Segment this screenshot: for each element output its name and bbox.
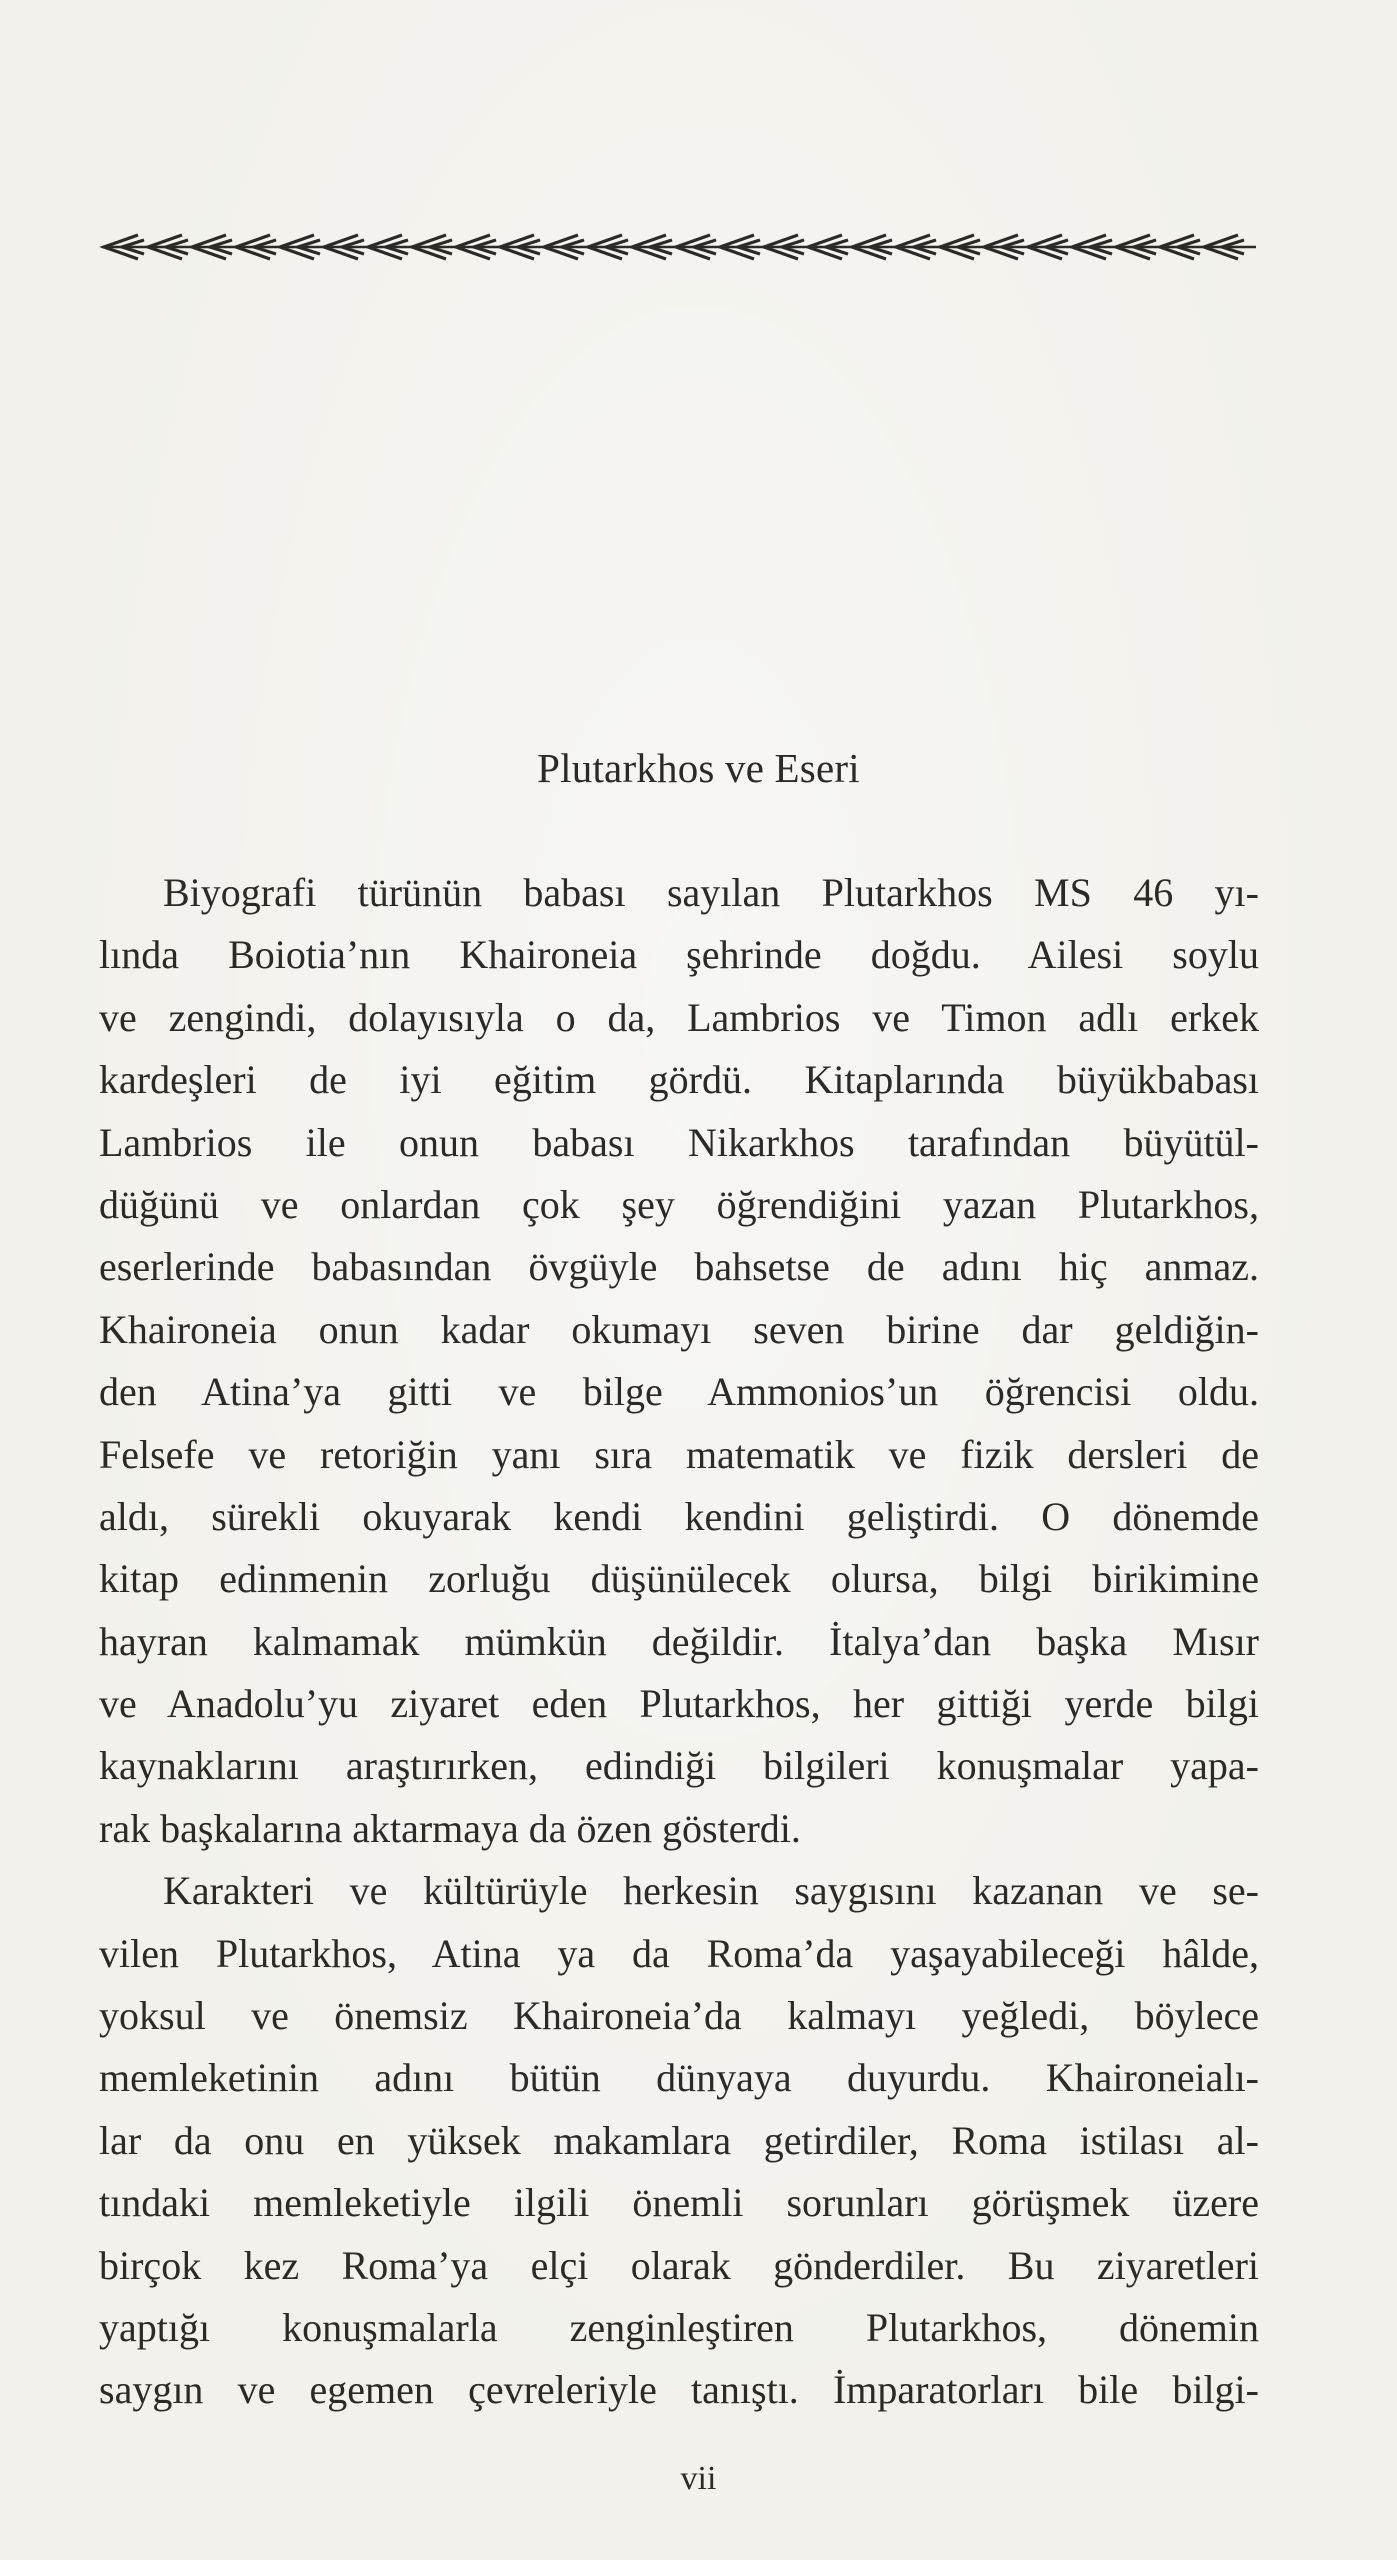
text-line: saygın ve egemen çevreleriyle tanıştı. İmparatorları bile bilgi- bbox=[99, 2367, 1259, 2413]
text-line: eserlerinde babasından övgüyle bahsetse de adını hiç anmaz. bbox=[99, 1244, 1259, 1290]
text-line: kardeşleri de iyi eğitim gördü. Kitaplarında büyükbabası bbox=[99, 1057, 1259, 1103]
text-line: Felsefe ve retoriğin yanı sıra matematik ve fizik dersleri de bbox=[99, 1431, 1259, 1477]
text-line: hayran kalmamak mümkün değildir. İtalya’dan başka Mısır bbox=[99, 1618, 1259, 1664]
text-line: lında Boiotia’nın Khaironeia şehrinde doğdu. Ailesi soylu bbox=[99, 932, 1259, 978]
text-line: lar da onu en yüksek makamlara getirdiler, Roma istilası al- bbox=[99, 2117, 1259, 2163]
text-line: den Atina’ya gitti ve bilge Ammonios’un öğrencisi oldu. bbox=[99, 1369, 1259, 1415]
text-line: vilen Plutarkhos, Atina ya da Roma’da yaşayabileceği hâlde, bbox=[99, 1930, 1259, 1976]
text-line: yaptığı konuşmalarla zenginleştiren Plutarkhos, dönemin bbox=[99, 2304, 1259, 2350]
text-line: yoksul ve önemsiz Khaironeia’da kalmayı yeğledi, böylece bbox=[99, 1993, 1259, 2039]
text-line: Lambrios ile onun babası Nikarkhos tarafından büyütül- bbox=[99, 1119, 1259, 1165]
text-line: memleketinin adını bütün dünyaya duyurdu. Khaironeialı- bbox=[99, 2055, 1259, 2101]
page-number: vii bbox=[680, 2460, 717, 2497]
text-line: aldı, sürekli okuyarak kendi kendini geliştirdi. O dönemde bbox=[99, 1493, 1259, 1539]
text-line: Karakteri ve kültürüyle herkesin saygısını kazanan ve se- bbox=[163, 1868, 1259, 1914]
text-line: kitap edinmenin zorluğu düşünülecek olursa, bilgi birikimine bbox=[99, 1556, 1259, 1602]
chapter-title: Plutarkhos ve Eseri bbox=[537, 745, 860, 791]
text-line: birçok kez Roma’ya elçi olarak gönderdiler. Bu ziyaretleri bbox=[99, 2242, 1259, 2288]
text-line: rak başkalarına aktarmaya da özen gösterdi. bbox=[99, 1805, 801, 1851]
text-line: düğünü ve onlardan çok şey öğrendiğini yazan Plutarkhos, bbox=[99, 1181, 1259, 1227]
body-text bbox=[99, 862, 1259, 2422]
text-line: kaynaklarını araştırırken, edindiği bilgileri konuşmalar yapa- bbox=[99, 1743, 1259, 1789]
text-line: ve zengindi, dolayısıyla o da, Lambrios ve Timon adlı erkek bbox=[99, 994, 1259, 1040]
text-line: Biyografi türünün babası sayılan Plutarkhos MS 46 yı- bbox=[163, 870, 1259, 915]
text-line: Khaironeia onun kadar okumayı seven birine dar geldiğin- bbox=[99, 1306, 1259, 1352]
text-line: ve Anadolu’yu ziyaret eden Plutarkhos, her gittiği yerde bilgi bbox=[99, 1681, 1259, 1727]
text-line: tındaki memleketiyle ilgili önemli sorunları görüşmek üzere bbox=[99, 2180, 1259, 2226]
chevron-border-ornament-icon bbox=[98, 225, 1260, 269]
